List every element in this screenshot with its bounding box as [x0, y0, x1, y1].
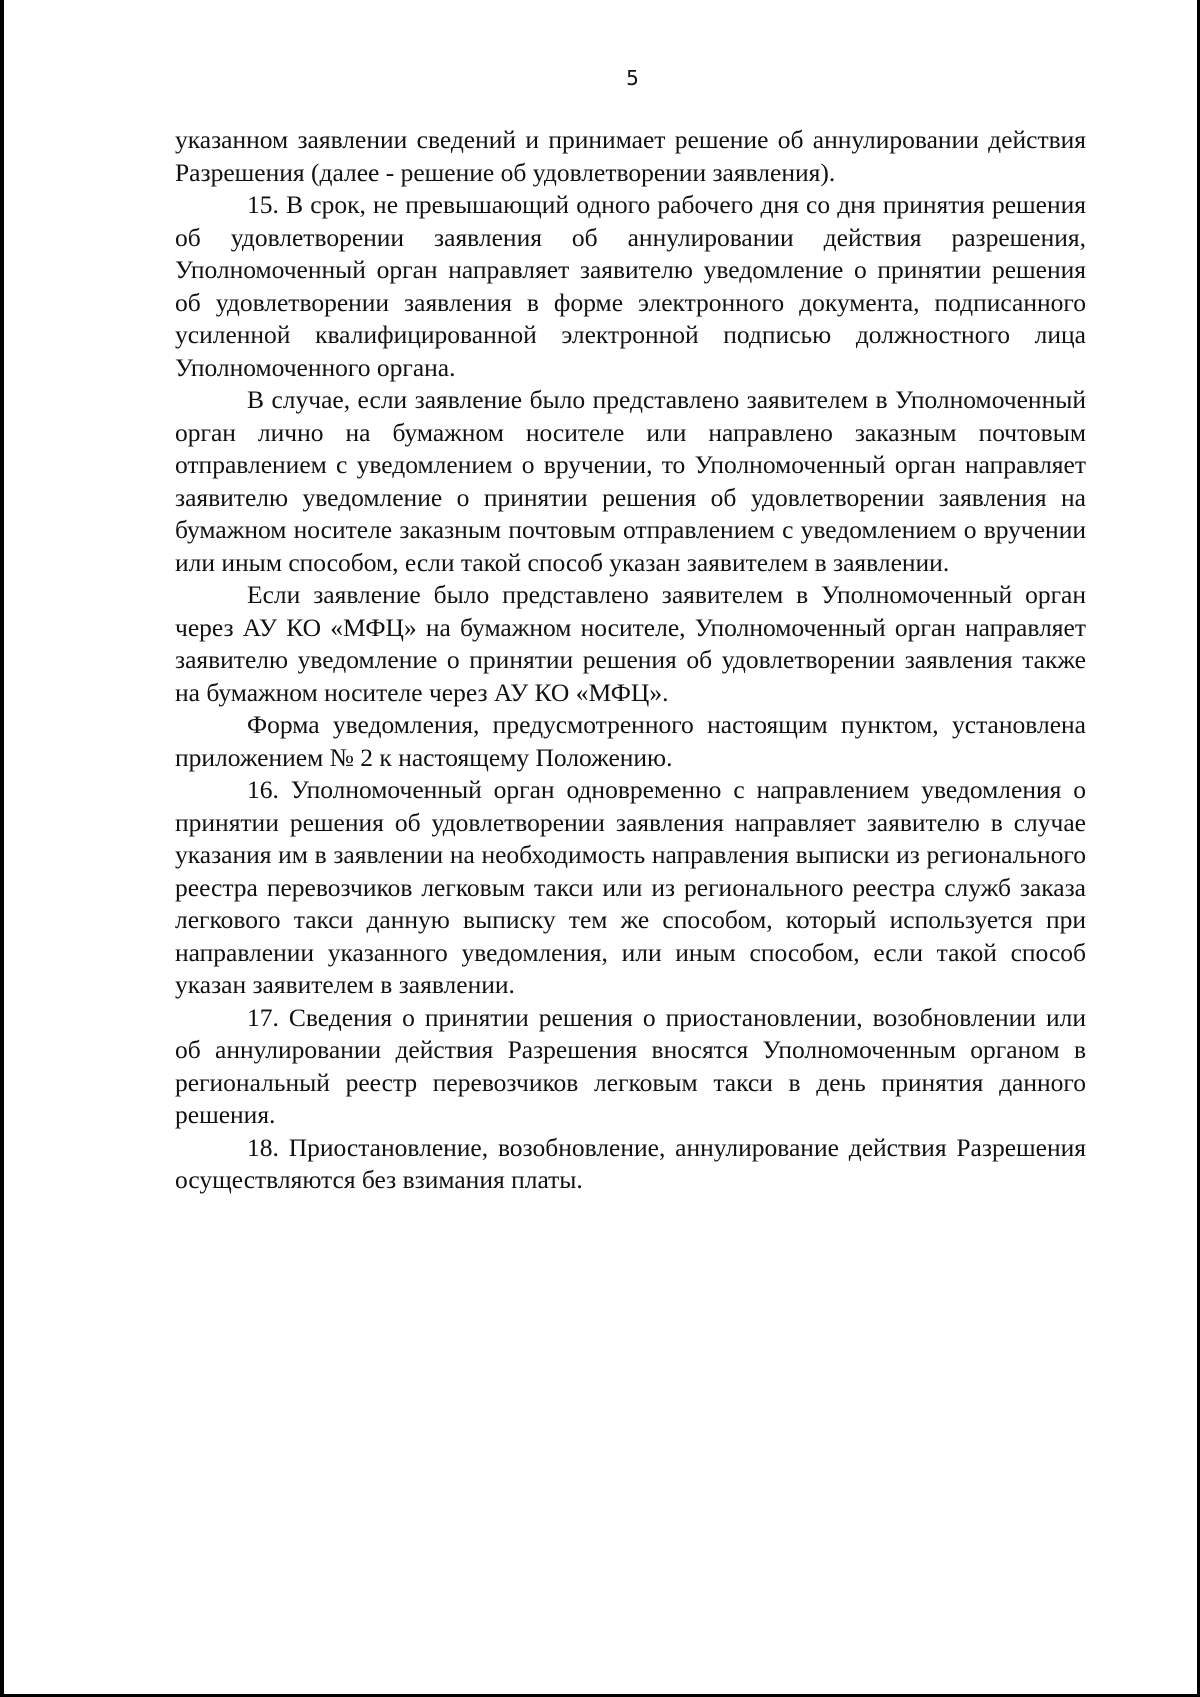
document-body — [175, 124, 1086, 1197]
paragraph-paper-notification: В случае, если заявление было представлено заявителем в Уполномоченный орган лично на бумажном носителе или направлено заказным почтовым отправлением с уведомлением о вручении, то Уполномоченный орган направляет заявителю уведомление о принятии решения об удовлетворении заявления на бумажном носителе заказным почтовым отправлением с уведомлением о вручении или иным способом, если такой способ указан заявителем в заявлении. — [175, 385, 1086, 577]
paragraph-continuation: указанном заявлении сведений и принимает решение об аннулировании действия Разрешения (далее - решение об удовлетворении заявления). — [175, 125, 1086, 187]
paragraph-notification-form: Форма уведомления, предусмотренного настоящим пунктом, установлена приложением № 2 к настоящему Положению. — [175, 710, 1086, 772]
page-number: 5 — [626, 66, 639, 90]
paragraph-item-17: 17. Сведения о принятии решения о приостановлении, возобновлении или об аннулировании действия Разрешения вносятся Уполномоченным органом в региональный реестр перевозчиков легковым такси в день принятия данного решения. — [175, 1002, 1086, 1129]
paragraph-item-16: 16. Уполномоченный орган одновременно с направлением уведомления о принятии решения об удовлетворении заявления направляет заявителю в случае указания им в заявлении на необходимость направления выписки из регионального реестра перевозчиков легковым такси или из регионального реестра служб заказа легкового такси данную выписку тем же способом, который используется при направлении указанного уведомления, или иным способом, если такой способ указан заявителем в заявлении. — [175, 775, 1086, 999]
scan-edge-left — [0, 0, 4, 1697]
paragraph-item-15: 15. В срок, не превышающий одного рабочего дня со дня принятия решения об удовлетворении заявления об аннулировании действия разрешения, Уполномоченный орган направляет заявителю уведомление о принятии решения об удовлетворении заявления в форме электронного документа, подписанного усиленной квалифицированной электронной подписью должностного лица Уполномоченного органа. — [175, 190, 1086, 382]
paragraph-mfc-notification: Если заявление было представлено заявителем в Уполномоченный орган через АУ КО «МФЦ» на бумажном носителе, Уполномоченный орган направляет заявителю уведомление о принятии решения об удовлетворении заявления также на бумажном носителе через АУ КО «МФЦ». — [175, 580, 1086, 707]
paragraph-item-18: 18. Приостановление, возобновление, аннулирование действия Разрешения осуществляются без взимания платы. — [175, 1132, 1086, 1194]
